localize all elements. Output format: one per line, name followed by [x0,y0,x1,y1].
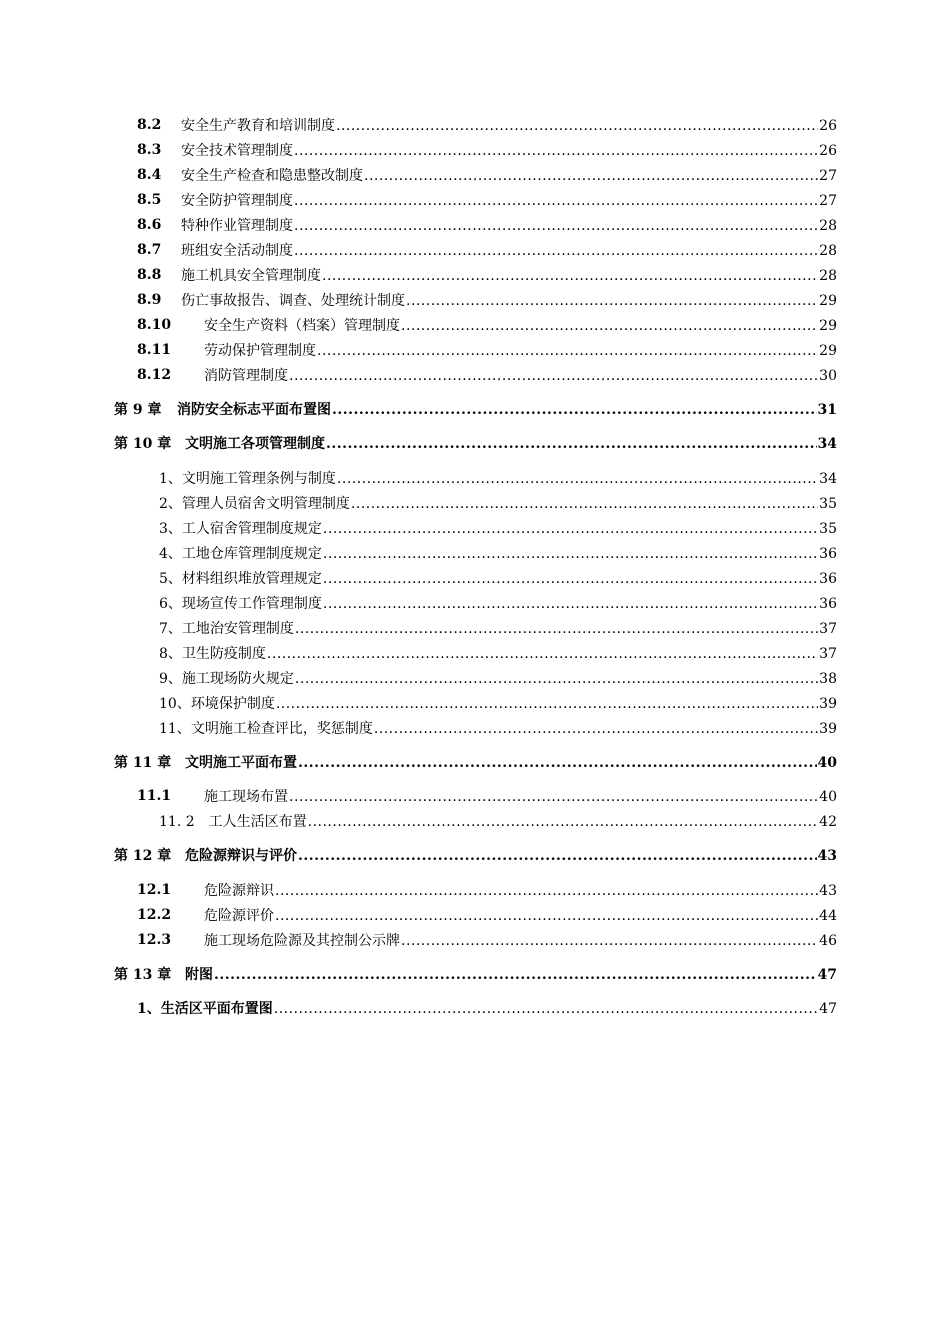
toc-entry-page: 36 [819,596,837,612]
toc-entry-title: 11. 2 工人生活区布置 [159,814,307,830]
toc-chapter[interactable] [0,963,950,985]
dot-leader [323,521,818,537]
toc-entry-number: 8.9 [137,292,162,308]
dot-leader [364,168,818,184]
toc-entry-title: 8、卫生防疫制度 [159,646,266,662]
toc-entry-title: 安全生产检查和隐患整改制度 [181,168,363,184]
toc-entry-title: 3、工人宿舍管理制度规定 [159,521,322,537]
toc-chapter-title: 文明施工平面布置 [185,755,297,771]
toc-chapter-page: 40 [817,755,837,771]
dot-leader [351,496,818,512]
dot-leader [274,1001,818,1017]
toc-entry-page: 29 [819,293,837,309]
toc-entry-page: 39 [819,696,837,712]
dot-leader [298,848,817,864]
dot-leader [317,343,818,359]
toc-entry-title: 安全防护管理制度 [181,193,293,209]
toc-entry-title: 11、文明施工检查评比，奖惩制度 [159,721,373,737]
toc-entry-page: 35 [819,521,837,537]
toc-entry-title: 劳动保护管理制度 [204,343,316,359]
toc-chapter-title: 附图 [185,967,213,983]
toc-chapter-number: 第 9 章 [114,402,162,418]
toc-entry-title: 10、环境保护制度 [159,696,275,712]
toc-entry[interactable] [0,314,950,336]
toc-entry[interactable] [0,692,950,714]
toc-entry-number: 8.4 [137,167,162,183]
toc-entry-title: 7、工地治安管理制度 [159,621,294,637]
dot-leader [336,118,818,134]
toc-entry[interactable] [0,517,950,539]
toc-entry-page: 36 [819,571,837,587]
toc-entry-number: 8.11 [137,342,172,358]
toc-entry[interactable] [0,467,950,489]
toc-entry-page: 27 [819,168,837,184]
dot-leader [276,696,818,712]
toc-entry-number: 12.3 [137,932,172,948]
toc-entry-page: 26 [819,118,837,134]
toc-entry[interactable] [0,929,950,951]
toc-entry[interactable] [0,114,950,136]
toc-entry[interactable] [0,542,950,564]
toc-entry-page: 42 [819,814,837,830]
toc-entry-title: 危险源辩识 [204,883,274,899]
toc-entry[interactable] [0,264,950,286]
toc-entry[interactable] [0,289,950,311]
toc-entry-number: 12.2 [137,907,172,923]
dot-leader [298,755,817,771]
toc-chapter[interactable] [0,432,950,454]
toc-entry-page: 28 [819,218,837,234]
toc-entry-number: 8.8 [137,267,162,283]
dot-leader [294,243,818,259]
toc-chapter-title: 文明施工各项管理制度 [185,436,325,452]
toc-chapter-number: 第 11 章 [114,755,172,771]
toc-chapter-number: 第 13 章 [114,967,172,983]
toc-entry[interactable] [0,617,950,639]
toc-entry-page: 44 [819,908,837,924]
dot-leader [323,571,818,587]
toc-entry-title: 危险源评价 [204,908,274,924]
toc-entry[interactable] [0,642,950,664]
toc-entry-title: 施工现场布置 [204,789,288,805]
toc-chapter-title: 消防安全标志平面布置图 [177,402,331,418]
toc-entry-title: 安全生产教育和培训制度 [181,118,335,134]
toc-entry-page: 36 [819,546,837,562]
toc-chapter-page: 31 [817,402,837,418]
toc-entry-number: 8.5 [137,192,162,208]
toc-entry[interactable] [0,592,950,614]
toc-entry[interactable] [0,492,950,514]
toc-entry-number: 8.6 [137,217,162,233]
toc-entry[interactable] [0,904,950,926]
dot-leader [326,436,817,452]
toc-entry[interactable] [0,717,950,739]
toc-chapter-page: 47 [817,967,837,983]
dot-leader [323,546,818,562]
dot-leader [275,883,818,899]
toc-entry[interactable] [0,339,950,361]
toc-chapter-page: 34 [817,436,837,452]
toc-entry-page: 29 [819,318,837,334]
toc-entry-page: 26 [819,143,837,159]
toc-entry-title: 4、工地仓库管理制度规定 [159,546,322,562]
toc-chapter-page: 43 [817,848,837,864]
toc-chapter-number: 第 10 章 [114,436,172,452]
dot-leader [337,471,818,487]
dot-leader [295,671,818,687]
toc-entry-page: 28 [819,268,837,284]
dot-leader [323,596,818,612]
toc-entry-title: 安全生产资料（档案）管理制度 [204,318,400,334]
toc-entry-page: 37 [819,646,837,662]
toc-entry[interactable] [0,997,950,1019]
toc-entry-number: 12.1 [137,882,172,898]
toc-entry-title: 1、生活区平面布置图 [137,1001,273,1017]
toc-entry[interactable] [0,164,950,186]
toc-entry[interactable] [0,214,950,236]
dot-leader [289,789,818,805]
toc-entry[interactable] [0,785,950,807]
toc-entry[interactable] [0,139,950,161]
dot-leader [267,646,818,662]
toc-entry-page: 40 [819,789,837,805]
toc-entry-page: 35 [819,496,837,512]
toc-entry-page: 37 [819,621,837,637]
toc-entry-page: 38 [819,671,837,687]
toc-entry-page: 39 [819,721,837,737]
toc-entry-title: 施工现场危险源及其控制公示牌 [204,933,400,949]
toc-entry-title: 班组安全活动制度 [181,243,293,259]
toc-entry-title: 5、材料组织堆放管理规定 [159,571,322,587]
toc-entry-page: 43 [819,883,837,899]
toc-chapter[interactable] [0,751,950,773]
toc-chapter-number: 第 12 章 [114,848,172,864]
toc-entry-number: 8.3 [137,142,162,158]
toc-entry[interactable] [0,879,950,901]
dot-leader [406,293,818,309]
dot-leader [275,908,818,924]
toc-chapter[interactable] [0,844,950,866]
toc-entry-number: 11.1 [137,788,172,804]
toc-entry-title: 1、文明施工管理条例与制度 [159,471,336,487]
toc-entry-page: 28 [819,243,837,259]
toc-chapter[interactable] [0,398,950,420]
toc-entry-title: 安全技术管理制度 [181,143,293,159]
dot-leader [214,967,817,983]
toc-entry-page: 46 [819,933,837,949]
toc-entry[interactable] [0,189,950,211]
dot-leader [294,143,818,159]
dot-leader [289,368,818,384]
toc-entry-page: 34 [819,471,837,487]
dot-leader [308,814,819,830]
toc-entry-number: 8.12 [137,367,172,383]
toc-entry-title: 特种作业管理制度 [181,218,293,234]
dot-leader [295,621,818,637]
dot-leader [374,721,818,737]
toc-entry[interactable] [0,567,950,589]
toc-entry-title: 2、管理人员宿舍文明管理制度 [159,496,350,512]
dot-leader [294,218,818,234]
toc-entry-number: 8.7 [137,242,162,258]
toc-entry-page: 47 [819,1001,837,1017]
dot-leader [294,193,818,209]
toc-entry-page: 30 [819,368,837,384]
toc-entry-number: 8.2 [137,117,162,133]
toc-chapter-title: 危险源辩识与评价 [185,848,297,864]
dot-leader [332,402,817,418]
toc-entry-page: 29 [819,343,837,359]
toc-entry-title: 6、现场宣传工作管理制度 [159,596,322,612]
toc-entry-title: 施工机具安全管理制度 [181,268,321,284]
toc-entry[interactable] [0,364,950,386]
toc-entry-title: 伤亡事故报告、调查、处理统计制度 [181,293,405,309]
dot-leader [401,318,818,334]
toc-entry[interactable] [0,239,950,261]
toc-entry[interactable] [0,667,950,689]
toc-entry-title: 9、施工现场防火规定 [159,671,294,687]
dot-leader [322,268,818,284]
dot-leader [401,933,818,949]
toc-entry-page: 27 [819,193,837,209]
toc-entry[interactable] [0,810,950,832]
toc-entry-title: 消防管理制度 [204,368,288,384]
toc-entry-number: 8.10 [137,317,172,333]
